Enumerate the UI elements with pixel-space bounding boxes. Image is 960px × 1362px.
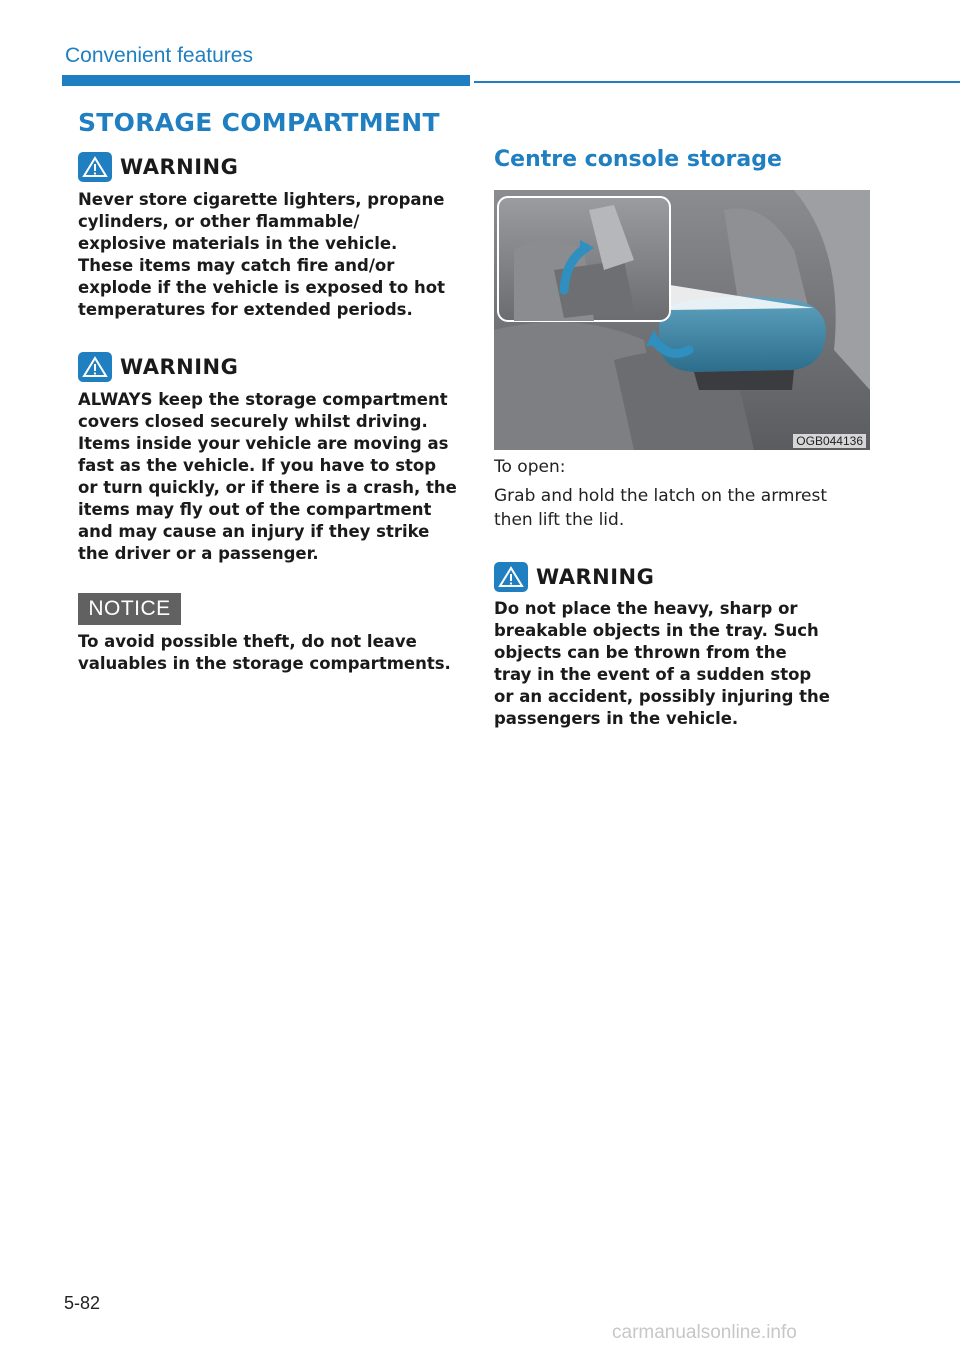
warning-label: WARNING — [120, 355, 239, 379]
watermark: carmanualsonline.info — [612, 1322, 797, 1343]
figure-code: OGB044136 — [793, 434, 866, 448]
header-bar — [62, 75, 470, 86]
header-rule — [474, 81, 960, 83]
warning-text: ALWAYS keep the storage compartment covers closed securely whilst driving. Items inside your vehicle are moving as fast as the vehicle. If you have to stop or turn quickly, or if there is a crash, the items may fly out of the compartment and may cause an injury if they strike the driver or a passenger. — [78, 390, 457, 563]
subsection-title: Centre console storage — [494, 147, 782, 172]
notice-badge: NOTICE — [78, 593, 181, 625]
warning-heading — [78, 352, 238, 382]
step-label: To open: — [494, 457, 566, 477]
warning-text: Do not place the heavy, sharp or breakable objects in the tray. Such objects can be thrown from the tray in the event of a sudden stop or an accident, possibly injuring the passengers in the vehicle. — [494, 599, 830, 728]
warning-label: WARNING — [120, 155, 239, 179]
console-figure — [494, 190, 870, 450]
warning-label: WARNING — [536, 565, 655, 589]
warning-text: Never store cigarette lighters, propane cylinders, or other flammable/ explosive materials in the vehicle. These items may catch fire and/or explode if the vehicle is exposed to hot temperatures for extended periods. — [78, 190, 445, 319]
warning-heading — [78, 152, 238, 182]
warning-triangle-icon — [78, 352, 112, 382]
warning-heading — [494, 562, 654, 592]
warning-triangle-icon — [78, 152, 112, 182]
page-title: STORAGE COMPARTMENT — [78, 108, 440, 137]
page-number: 5-82 — [64, 1293, 101, 1313]
warning-triangle-icon — [494, 562, 528, 592]
instruction-text: Grab and hold the latch on the armrest then lift the lid. — [494, 486, 828, 530]
section-header: Convenient features — [65, 44, 253, 67]
console-illustration — [494, 190, 870, 450]
notice-text: To avoid possible theft, do not leave valuables in the storage compartments. — [78, 632, 451, 673]
